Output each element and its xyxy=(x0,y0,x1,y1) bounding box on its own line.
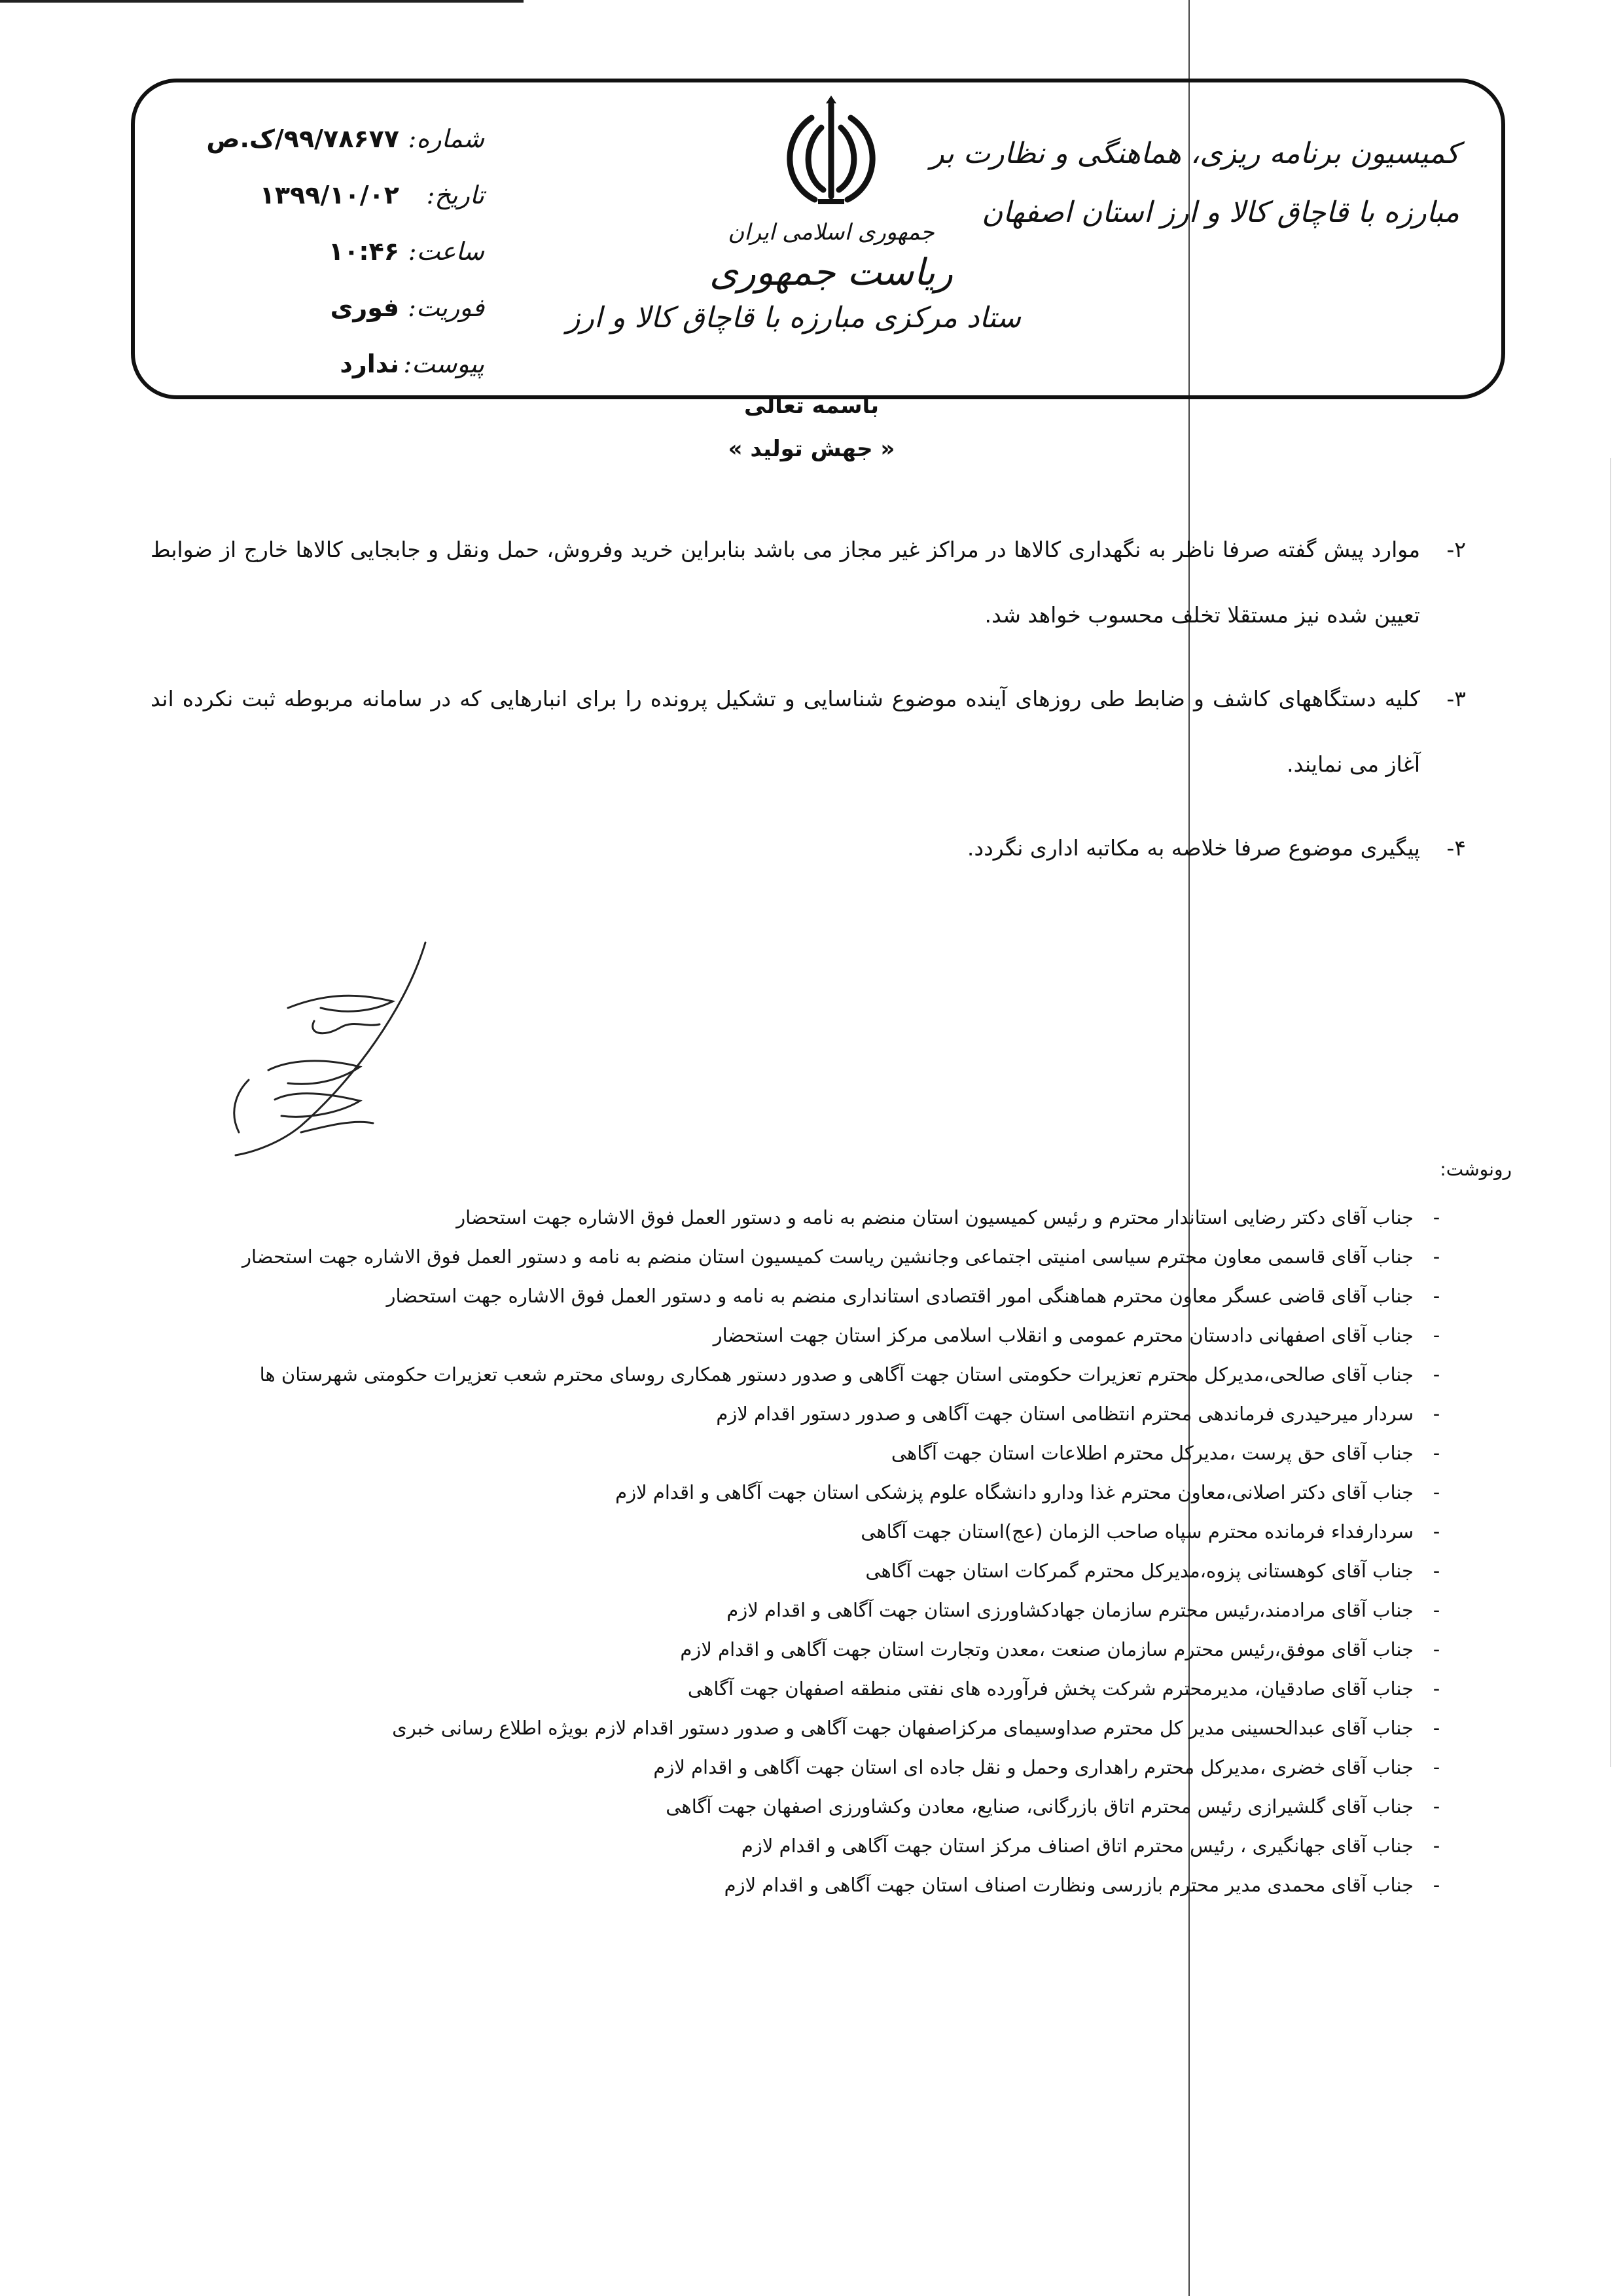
cc-text: جناب آقای کوهستانی پزوه،مدیرکل محترم گمرکات استان جهت آگاهی xyxy=(865,1560,1414,1582)
scan-artifact-top-line xyxy=(0,0,524,3)
cc-text: جناب آقای موفق،رئیس محترم سازمان صنعت ،معدن وتجارت استان جهت آگاهی و اقدام لازم xyxy=(680,1638,1414,1660)
cc-text: جناب آقای اصفهانی دادستان محترم عمومی و انقلاب اسلامی مرکز استان جهت استحضار xyxy=(713,1324,1414,1346)
cc-label: رونوشت: xyxy=(1440,1158,1512,1180)
cc-item: - جناب آقای عبدالحسینی مدیر کل محترم صداوسیمای مرکزاصفهان جهت آگاهی و صدور دستور اقدام لازم بویژه اطلاع رسانی خبری xyxy=(392,1717,1440,1739)
meta-value: ندارد xyxy=(340,350,399,378)
iran-emblem-icon xyxy=(766,92,897,216)
body-item xyxy=(151,666,1466,797)
item-text: پیگیری موضوع صرفا خلاصه به مکاتبه اداری نگردد. xyxy=(967,835,1420,861)
body-item xyxy=(151,816,1466,881)
meta-value: ۱۰:۴۶ xyxy=(329,237,399,266)
meta-label: فوریت: xyxy=(408,293,484,322)
cc-item: - جناب آقای دکتر رضایی استاندار محترم و رئیس کمیسیون استان منضم به نامه و دستور العمل فوق الاشاره جهت استحضار xyxy=(456,1206,1440,1229)
cc-text: جناب آقای حق پرست ،مدیرکل محترم اطلاعات استان جهت آگاهی xyxy=(891,1442,1414,1464)
cc-item: - سردارفداء فرمانده محترم سپاه صاحب الزمان (عج)استان جهت آگاهی xyxy=(861,1520,1440,1543)
cc-text: جناب آقای صالحی،مدیرکل محترم تعزیرات حکومتی استان جهت آگاهی و صدور دستور همکاری روسای محترم شعب تعزیرات حکومتی شهرستان ها xyxy=(259,1363,1414,1386)
cc-text: جناب آقای محمدی مدیر محترم بازرسی ونظارت اصناف استان جهت آگاهی و اقدام لازم xyxy=(724,1874,1414,1896)
cc-text: جناب آقای قاسمی معاون محترم سیاسی امنیتی اجتماعی وجانشین ریاست کمیسیون استان منضم به نامه و دستور العمل فوق الاشاره جهت استحضار xyxy=(241,1246,1414,1268)
cc-list xyxy=(151,1198,1459,1905)
cc-item: - جناب آقای صالحی،مدیرکل محترم تعزیرات حکومتی استان جهت آگاهی و صدور دستور همکاری روسای محترم شعب تعزیرات حکومتی شهرستان ها xyxy=(259,1363,1440,1386)
cc-text: جناب آقای عبدالحسینی مدیر کل محترم صداوسیمای مرکزاصفهان جهت آگاهی و صدور دستور اقدام لازم بویژه اطلاع رسانی خبری xyxy=(392,1717,1414,1739)
cc-item: - جناب آقای گلشیرازی رئیس محترم اتاق بازرگانی، صنایع، معادن وکشاورزی اصفهان جهت آگاهی xyxy=(666,1795,1440,1818)
item-text: موارد پیش گفته صرفا ناظر به نگهداری کالاها در مراکز غیر مجاز می باشد بنابراین خرید وفروش، حمل ونقل و جابجایی کالاها خارج از ضوابط تعیین شده نیز مستقلا تخلف محسوب خواهد شد. xyxy=(151,537,1420,628)
item-number: ۲- xyxy=(1446,537,1466,562)
cc-item: - جناب آقای کوهستانی پزوه،مدیرکل محترم گمرکات استان جهت آگاهی xyxy=(865,1560,1440,1582)
bismillah: باسمه تعالی xyxy=(743,393,880,419)
cc-item: - سردار میرحیدری فرماندهی محترم انتظامی استان جهت آگاهی و صدور دستور اقدام لازم xyxy=(716,1403,1440,1425)
cc-item: - جناب آقای خضری ،مدیرکل محترم راهداری وحمل و نقل جاده ای استان جهت آگاهی و اقدام لازم xyxy=(653,1756,1440,1778)
letterhead-org xyxy=(930,124,1459,242)
meta-row-number xyxy=(157,124,484,181)
cc-item: - جناب آقای حق پرست ،مدیرکل محترم اطلاعات استان جهت آگاهی xyxy=(891,1442,1440,1464)
cc-item: - جناب آقای محمدی مدیر محترم بازرسی ونظارت اصناف استان جهت آگاهی و اقدام لازم xyxy=(724,1874,1440,1896)
cc-item: - جناب آقای دکتر اصلانی،معاون محترم غذا ودارو دانشگاه علوم پزشکی استان جهت آگاهی و اقدام لازم xyxy=(615,1481,1440,1503)
scan-artifact-edge-line xyxy=(1610,458,1611,1767)
meta-row-attachment xyxy=(157,350,484,406)
government-line: جمهوری اسلامی ایران xyxy=(728,219,935,245)
cc-text: جناب آقای جهانگیری ، رئیس محترم اتاق اصناف مرکز استان جهت آگاهی و اقدام لازم xyxy=(741,1835,1414,1857)
cc-item: - جناب آقای موفق،رئیس محترم سازمان صنعت ،معدن وتجارت استان جهت آگاهی و اقدام لازم xyxy=(680,1638,1440,1660)
cc-item: - جناب آقای قاسمی معاون محترم سیاسی امنیتی اجتماعی وجانشین ریاست کمیسیون استان منضم به نامه و دستور العمل فوق الاشاره جهت استحضار xyxy=(241,1246,1440,1268)
cc-item: - جناب آقای صادقیان، مدیرمحترم شرکت پخش فرآورده های نفتی منطقه اصفهان جهت آگاهی xyxy=(687,1677,1440,1700)
meta-label: تاریخ: xyxy=(426,181,484,209)
cc-item: - جناب آقای جهانگیری ، رئیس محترم اتاق اصناف مرکز استان جهت آگاهی و اقدام لازم xyxy=(741,1835,1440,1857)
signature-graphic xyxy=(209,929,458,1178)
cc-text: جناب آقای گلشیرازی رئیس محترم اتاق بازرگانی، صنایع، معادن وکشاورزی اصفهان جهت آگاهی xyxy=(666,1795,1414,1818)
meta-label: شماره: xyxy=(408,124,484,153)
cc-text: جناب آقای دکتر اصلانی،معاون محترم غذا ودارو دانشگاه علوم پزشکی استان جهت آگاهی و اقدام لازم xyxy=(615,1481,1414,1503)
meta-value: فوری xyxy=(330,293,399,322)
letter-meta xyxy=(157,124,484,406)
cc-text: جناب آقای مرادمند،رئیس محترم سازمان جهادکشاورزی استان جهت آگاهی و اقدام لازم xyxy=(726,1599,1414,1621)
headquarters-line: ستاد مرکزی مبارزه با قاچاق کالا و ارز xyxy=(566,301,1021,334)
item-text: کلیه دستگاههای کاشف و ضابط طی روزهای آینده موضوع شناسایی و تشکیل پرونده را برای انبارهایی که در سامانه مربوطه ثبت نکرده اند آغاز می نمایند. xyxy=(151,686,1420,777)
meta-label: پیوست: xyxy=(403,350,484,378)
org-line-1: کمیسیون برنامه ریزی، هماهنگی و نظارت بر xyxy=(930,137,1459,170)
cc-text: جناب آقای صادقیان، مدیرمحترم شرکت پخش فرآورده های نفتی منطقه اصفهان جهت آگاهی xyxy=(687,1677,1414,1700)
motto: « جهش تولید » xyxy=(728,436,895,462)
cc-text: جناب آقای خضری ،مدیرکل محترم راهداری وحمل و نقل جاده ای استان جهت آگاهی و اقدام لازم xyxy=(653,1756,1414,1778)
org-line-2: مبارزه با قاچاق کالا و ارز استان اصفهان xyxy=(982,196,1459,229)
meta-value: ۹۹/۷۸۶۷۷/ک.ص xyxy=(206,124,399,153)
item-number: ۴- xyxy=(1446,835,1466,861)
meta-row-time xyxy=(157,237,484,293)
cc-item: - جناب آقای مرادمند،رئیس محترم سازمان جهادکشاورزی استان جهت آگاهی و اقدام لازم xyxy=(726,1599,1440,1621)
cc-text: جناب آقای دکتر رضایی استاندار محترم و رئیس کمیسیون استان منضم به نامه و دستور العمل فوق الاشاره جهت استحضار xyxy=(456,1206,1414,1229)
cc-text: سردار میرحیدری فرماندهی محترم انتظامی استان جهت آگاهی و صدور دستور اقدام لازم xyxy=(716,1403,1414,1425)
letter-body xyxy=(151,517,1466,899)
cc-item: - جناب آقای قاضی عسگر معاون محترم هماهنگی امور اقتصادی استانداری منضم به نامه و دستور العمل فوق الاشاره جهت استحضار xyxy=(386,1285,1440,1307)
meta-label: ساعت: xyxy=(408,237,484,266)
meta-row-date xyxy=(157,181,484,237)
body-item xyxy=(151,517,1466,648)
cc-text: جناب آقای قاضی عسگر معاون محترم هماهنگی امور اقتصادی استانداری منضم به نامه و دستور العمل فوق الاشاره جهت استحضار xyxy=(386,1285,1414,1307)
letterhead-center xyxy=(566,92,1021,339)
presidency-line: ریاست جمهوری xyxy=(709,251,953,294)
meta-row-urgency xyxy=(157,293,484,350)
cc-item: - جناب آقای اصفهانی دادستان محترم عمومی و انقلاب اسلامی مرکز استان جهت استحضار xyxy=(713,1324,1440,1346)
item-number: ۳- xyxy=(1446,686,1466,711)
meta-value: ۱۳۹۹/۱۰/۰۲ xyxy=(259,181,399,209)
cc-text: سردارفداء فرمانده محترم سپاه صاحب الزمان (عج)استان جهت آگاهی xyxy=(861,1520,1414,1543)
